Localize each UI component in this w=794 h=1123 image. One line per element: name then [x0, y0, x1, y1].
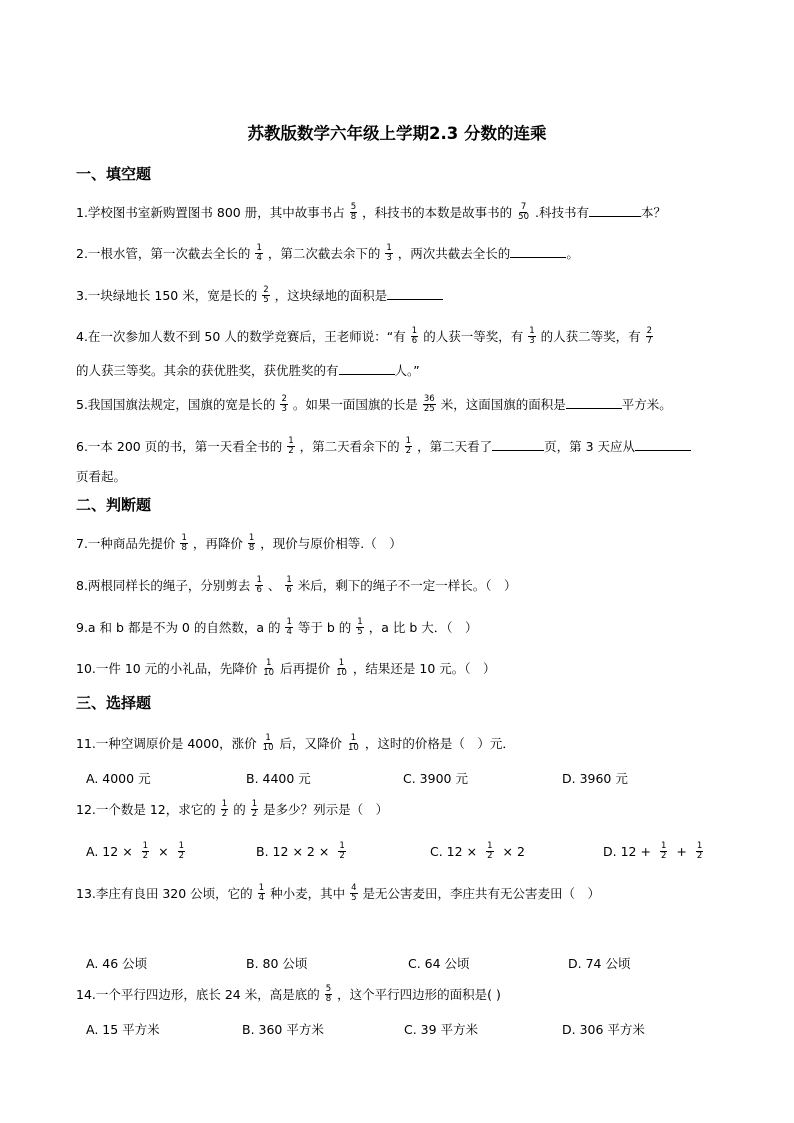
option-d[interactable]: D. 74 公顷 [568, 956, 631, 971]
option-d[interactable]: D. 306 平方米 [562, 1022, 645, 1037]
fraction: $\frac{1}{3}$ [386, 243, 392, 263]
fraction: $\frac{1}{4}$ [286, 617, 292, 637]
section-heading-choice: 三、选择题 [76, 694, 152, 712]
section-heading-fill: 一、填空题 [76, 165, 152, 183]
fraction: $\frac{1}{10}$ [262, 733, 274, 753]
question-6-cont: 页看起。 [76, 469, 127, 484]
option-c[interactable]: C. 3900 元 [403, 771, 468, 786]
fraction: $\frac{1}{8}$ [181, 533, 187, 553]
answer-blank[interactable] [492, 437, 544, 451]
question-2: 2.一根水管，第一次截去全长的 $\frac{1}{4}$ ，第二次截去余下的 $\frac{1}{3}$ ，两次共截去全长的 。 [76, 243, 579, 263]
section-heading-judge: 二、判断题 [76, 496, 152, 514]
fraction: $\frac{1}{2}$ [696, 841, 703, 861]
question-14: 14.一个平行四边形，底长 24 米，高是底的 $\frac{5}{8}$ ，这个平行四边形的面积是( ) [76, 984, 501, 1004]
fraction: $\frac{4}{5}$ [351, 883, 357, 903]
fraction: $\frac{2}{3}$ [281, 394, 287, 414]
question-4: 4.在一次参加人数不到 50 人的数学竞赛后，王老师说：“有 $\frac{1}{6}$ 的人获一等奖，有 $\frac{1}{3}$ 的人获二等奖，有 $\frac{2}{7}$ [76, 326, 653, 346]
option-d[interactable]: D. 12 + $\frac{1}{2}$ + $\frac{1}{2}$ [603, 841, 703, 861]
fraction: $\frac{1}{3}$ [529, 326, 535, 346]
fraction: $\frac{1}{6}$ [411, 326, 418, 346]
question-5: 5.我国国旗法规定，国旗的宽是长的 $\frac{2}{3}$ 。如果一面国旗的长是 $\frac{36}{25}$ 米，这面国旗的面积是 平方米。 [76, 394, 672, 414]
fraction: $\frac{1}{2}$ [487, 841, 493, 861]
fraction: $\frac{1}{2}$ [142, 841, 149, 861]
option-a[interactable]: A. 12 × $\frac{1}{2}$ × $\frac{1}{2}$ [86, 841, 184, 861]
fraction: $\frac{1}{2}$ [288, 436, 294, 456]
option-d[interactable]: D. 3960 元 [562, 771, 628, 786]
fraction: $\frac{1}{2}$ [221, 799, 228, 819]
question-11: 11.一种空调原价是 4000，涨价 $\frac{1}{10}$ 后，又降价 $\frac{1}{10}$ ，这时的价格是（ ）元． [76, 733, 515, 753]
option-c[interactable]: C. 64 公顷 [408, 956, 470, 971]
fraction: $\frac{5}{8}$ [350, 202, 357, 222]
question-3: 3.一块绿地长 150 米，宽是长的 $\frac{2}{5}$ ，这块绿地的面积是 [76, 286, 443, 306]
fraction: $\frac{1}{5}$ [357, 617, 363, 637]
answer-blank[interactable] [635, 437, 691, 451]
page-title: 苏教版数学六年级上学期2.3 分数的连乘 [247, 124, 547, 143]
option-b[interactable]: B. 360 平方米 [242, 1022, 324, 1037]
question-4-cont: 的人获三等奖。其余的获优胜奖，获优胜奖的有 人。” [76, 363, 420, 378]
question-9: 9.a 和 b 都是不为 0 的自然数，a 的 $\frac{1}{4}$ 等于 b 的 $\frac{1}{5}$ ，a 比 b 大．（ ） [76, 617, 478, 637]
option-b[interactable]: B. 80 公顷 [246, 956, 308, 971]
option-a[interactable]: A. 15 平方米 [86, 1022, 160, 1037]
fraction: $\frac{1}{4}$ [256, 243, 262, 263]
fraction: $\frac{7}{50}$ [518, 202, 529, 222]
question-1: 1.学校图书室新购置图书 800 册，其中故事书占 $\frac{5}{8}$ ，科技书的本数是故事书的 $\frac{7}{50}$ .科技书有 本？ [76, 202, 666, 222]
fraction: $\frac{5}{8}$ [325, 984, 332, 1004]
fraction: $\frac{1}{4}$ [258, 883, 265, 903]
fraction: $\frac{1}{2}$ [178, 841, 184, 861]
fraction: $\frac{1}{6}$ [256, 575, 262, 595]
answer-blank[interactable] [566, 395, 622, 409]
question-13: 13.李庄有良田 320 公顷，它的 $\frac{1}{4}$ 种小麦，其中 $\frac{4}{5}$ 是无公害麦田，李庄共有无公害麦田（ ） [76, 883, 601, 903]
question-8: 8.两根同样长的绳子，分别剪去 $\frac{1}{6}$ 、 $\frac{1}{6}$ 米后，剩下的绳子不一定一样长。（ ） [76, 575, 517, 595]
answer-blank[interactable] [510, 244, 566, 258]
fraction: $\frac{1}{6}$ [286, 575, 292, 595]
answer-blank[interactable] [589, 203, 641, 217]
answer-blank[interactable] [339, 361, 395, 375]
fraction: $\frac{1}{2}$ [339, 841, 345, 861]
answer-blank[interactable] [387, 286, 443, 300]
fraction: $\frac{1}{2}$ [405, 436, 412, 456]
option-b[interactable]: B. 4400 元 [246, 771, 311, 786]
fraction: $\frac{1}{2}$ [251, 799, 258, 819]
question-6: 6.一本 200 页的书，第一天看全书的 $\frac{1}{2}$ ，第二天看余下的 $\frac{1}{2}$ ，第二天看了 页，第 3 天应从 [76, 437, 691, 457]
fraction: $\frac{1}{10}$ [263, 658, 275, 678]
option-b[interactable]: B. 12 × 2 × $\frac{1}{2}$ [256, 841, 345, 861]
option-c[interactable]: C. 39 平方米 [404, 1022, 479, 1037]
option-a[interactable]: A. 4000 元 [86, 771, 151, 786]
option-a[interactable]: A. 46 公顷 [86, 956, 148, 971]
fraction: $\frac{36}{25}$ [423, 394, 435, 414]
fraction: $\frac{1}{8}$ [248, 533, 255, 553]
fraction: $\frac{2}{5}$ [263, 285, 269, 305]
fraction: $\frac{1}{10}$ [336, 658, 347, 678]
fraction: $\frac{1}{2}$ [660, 841, 667, 861]
fraction: $\frac{2}{7}$ [646, 326, 653, 346]
option-c[interactable]: C. 12 × $\frac{1}{2}$ × 2 [430, 841, 525, 861]
question-12: 12.一个数是 12，求它的 $\frac{1}{2}$ 的 $\frac{1}{2}$ 是多少？列示是（ ） [76, 799, 389, 819]
fraction: $\frac{1}{10}$ [348, 733, 359, 753]
question-10: 10.一件 10 元的小礼品，先降价 $\frac{1}{10}$ 后再提价 $\frac{1}{10}$ ，结果还是 10 元。（ ） [76, 658, 496, 678]
question-7: 7.一种商品先提价 $\frac{1}{8}$ ，再降价 $\frac{1}{8}$ ，现价与原价相等.（ ） [76, 533, 402, 553]
